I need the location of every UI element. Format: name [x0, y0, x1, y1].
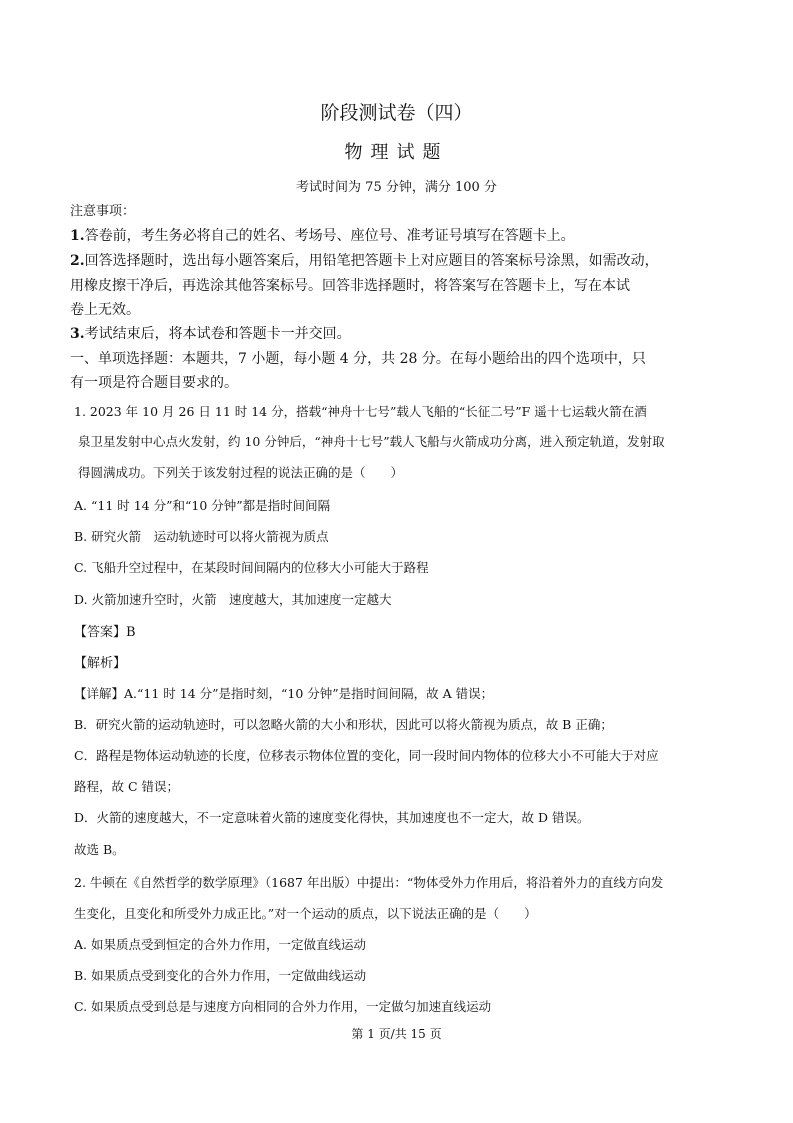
page-footer: 第 1 页/共 15 页 — [351, 1027, 442, 1041]
q1-detail-d: D．火箭的速度越大，不一定意味着火箭的速度变化得快，其加速度也不一定大，故 D 错误。 — [74, 810, 590, 825]
q1-option-a: A. “11 时 14 分”和“10 分钟”都是指时间间隔 — [74, 498, 331, 513]
q1-detail-c-line-2: 路程，故 C 错误； — [74, 779, 180, 794]
q1-answer: 【答案】B — [74, 625, 136, 640]
notice-item-3-text: 考试结束后，将本试卷和答题卡一并交回。 — [84, 326, 351, 342]
q2-option-c: C. 如果质点受到总是与速度方向相同的合外力作用，一定做匀加速直线运动 — [74, 999, 492, 1014]
notice-item-1 — [70, 225, 575, 245]
exam-info: 考试时间为 75 分钟，满分 100 分 — [296, 180, 497, 195]
page-title: 阶段测试卷（四） — [320, 102, 473, 124]
q1-conclusion: 故选 B。 — [74, 842, 125, 857]
notice-item-3 — [70, 323, 351, 343]
q2-option-a: A. 如果质点受到恒定的合外力作用，一定做直线运动 — [74, 937, 366, 952]
notice-heading: 注意事项： — [70, 204, 136, 219]
notice-item-2-text-1: 回答选择题时，选出每小题答案后，用铅笔把答题卡上对应题目的答案标号涂黑，如需改动， — [84, 253, 659, 269]
q1-detail-c-line-1: C．路程是物体运动轨迹的长度，位移表示物体位置的变化，同一段时间内物体的位移大小不可能大于对应 — [74, 748, 659, 763]
notice-item-2-line-3: 卷上无效。 — [70, 302, 140, 318]
q1-detail-a: 【详解】A.“11 时 14 分”是指时刻，“10 分钟”是指时间间隔，故 A 错误； — [74, 686, 494, 701]
notice-item-2-num: 2. — [70, 253, 85, 269]
notice-item-2-line-2: 用橡皮擦干净后，再选涂其他答案标号。回答非选择题时，将答案写在答题卡上，写在本试 — [70, 278, 630, 294]
q1-stem-line-3: 得圆满成功。下列关于该发射过程的说法正确的是（ ） — [78, 465, 404, 480]
notice-item-2-line-1 — [70, 250, 659, 270]
q1-option-c: C. 飞船升空过程中，在某段时间间隔内的位移大小可能大于路程 — [74, 560, 429, 575]
q1-option-b: B. 研究火箭 运动轨迹时可以将火箭视为质点 — [74, 529, 329, 544]
notice-item-1-num: 1. — [70, 228, 85, 244]
q1-analysis-label: 【解析】 — [74, 656, 127, 671]
q2-option-b: B. 如果质点受到变化的合外力作用，一定做曲线运动 — [74, 968, 367, 983]
section-heading-line-1: 一、单项选择题：本题共，7 小题，每小题 4 分，共 28 分。在每小题给出的四个选项中，只 — [70, 351, 646, 367]
notice-item-3-num: 3. — [70, 326, 85, 342]
q1-stem-line-1: 1. 2023 年 10 月 26 日 11 时 14 分，搭载“神舟十七号”载人飞船的“长征二号”F 遥十七运载火箭在酒 — [74, 404, 647, 419]
q2-stem-line-2: 生变化，且变化和所受外力成正比。”对一个运动的质点，以下说法正确的是（ ） — [74, 906, 537, 921]
page-subtitle: 物理试题 — [344, 142, 449, 163]
notice-item-1-text: 答卷前，考生务必将自己的姓名、考场号、座位号、准考证号填写在答题卡上。 — [84, 228, 575, 244]
q1-stem-line-2: 泉卫星发射中心点火发射，约 10 分钟后，“神舟十七号”载人飞船与火箭成功分离，进入预定轨道，发射取 — [78, 434, 665, 449]
q2-stem-line-1: 2. 牛顿在《自然哲学的数学原理》（1687 年出版）中提出：“物体受外力作用后，将沿着外力的直线方向发 — [74, 875, 664, 890]
section-heading-line-2: 有一项是符合题目要求的。 — [70, 375, 238, 391]
q1-option-d: D. 火箭加速升空时，火箭 速度越大，其加速度一定越大 — [74, 592, 392, 607]
q1-detail-b: B．研究火箭的运动轨迹时，可以忽略火箭的大小和形状，因此可以将火箭视为质点，故 B 正确； — [74, 717, 613, 732]
